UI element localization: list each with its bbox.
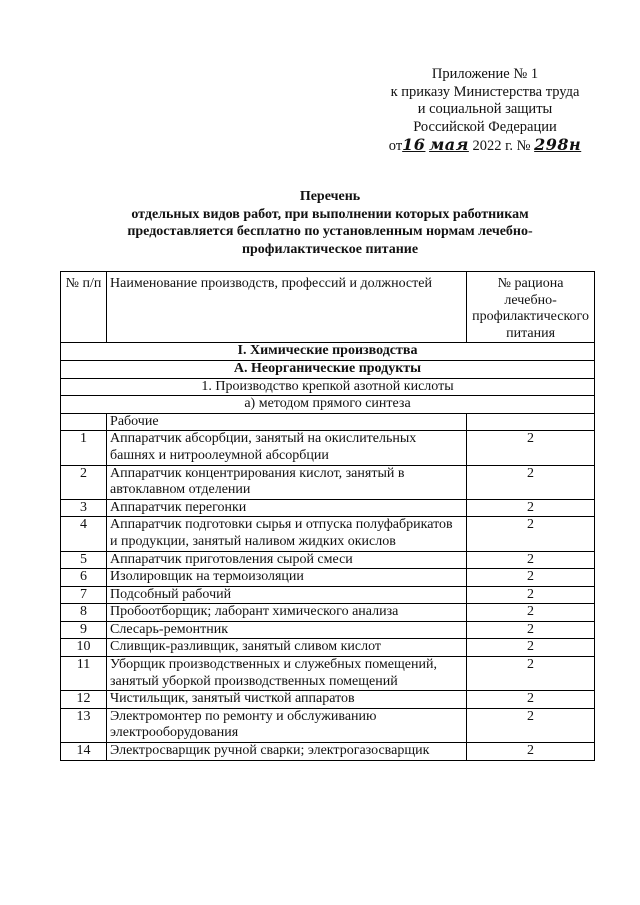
row-ration: 2 bbox=[467, 517, 595, 551]
workers-num-cell bbox=[61, 413, 107, 431]
row-ration: 2 bbox=[467, 657, 595, 691]
method-row bbox=[61, 396, 595, 414]
row-number: 14 bbox=[61, 743, 107, 761]
row-number: 2 bbox=[61, 465, 107, 499]
row-ration: 2 bbox=[467, 569, 595, 587]
row-number: 3 bbox=[61, 499, 107, 517]
table-row bbox=[61, 551, 595, 569]
handwritten-month: мая bbox=[429, 135, 469, 154]
row-number: 5 bbox=[61, 551, 107, 569]
title-line-3: предоставляется бесплатно по установленным нормам лечебно- bbox=[127, 224, 533, 239]
row-number: 8 bbox=[61, 604, 107, 622]
row-ration: 2 bbox=[467, 621, 595, 639]
table-row bbox=[61, 604, 595, 622]
table-row bbox=[61, 499, 595, 517]
row-profession: Аппаратчик перегонки bbox=[107, 499, 467, 517]
table-row bbox=[61, 621, 595, 639]
table-row bbox=[61, 431, 595, 465]
table-row bbox=[61, 743, 595, 761]
row-profession: Аппаратчик подготовки сырья и отпуска полуфабрикатов и продукции, занятый наливом жидких окислов bbox=[107, 517, 467, 551]
row-ration: 2 bbox=[467, 431, 595, 465]
table-row bbox=[61, 691, 595, 709]
table-row bbox=[61, 569, 595, 587]
appendix-block bbox=[370, 66, 600, 156]
header-name: Наименование производств, профессий и должностей bbox=[107, 272, 467, 343]
row-profession: Изолировщик на термоизоляции bbox=[107, 569, 467, 587]
row-profession: Пробоотборщик; лаборант химического анализа bbox=[107, 604, 467, 622]
handwritten-order-number: 298н bbox=[534, 135, 582, 154]
method-heading: а) методом прямого синтеза bbox=[61, 396, 595, 414]
production-row bbox=[61, 378, 595, 396]
row-number: 4 bbox=[61, 517, 107, 551]
title-line-1: Перечень bbox=[299, 189, 361, 204]
row-number: 13 bbox=[61, 708, 107, 742]
row-ration: 2 bbox=[467, 639, 595, 657]
row-number: 7 bbox=[61, 586, 107, 604]
row-number: 1 bbox=[61, 431, 107, 465]
table-row bbox=[61, 517, 595, 551]
table-row bbox=[61, 657, 595, 691]
handwritten-day: 16 bbox=[402, 135, 426, 154]
row-profession: Электромонтер по ремонту и обслуживанию электрооборудования bbox=[107, 708, 467, 742]
row-ration: 2 bbox=[467, 708, 595, 742]
row-profession: Уборщик производственных и служебных помещений, занятый уборкой производственных помещений bbox=[107, 657, 467, 691]
row-number: 6 bbox=[61, 569, 107, 587]
section-heading: I. Химические производства bbox=[61, 343, 595, 361]
row-profession: Аппаратчик абсорбции, занятый на окислительных башнях и нитроолеумной абсорбции bbox=[107, 431, 467, 465]
date-prefix: от bbox=[388, 138, 403, 154]
row-number: 10 bbox=[61, 639, 107, 657]
date-year: 2022 г. № bbox=[472, 138, 531, 154]
section-row bbox=[61, 343, 595, 361]
row-profession: Подсобный рабочий bbox=[107, 586, 467, 604]
row-profession: Сливщик-разливщик, занятый сливом кислот bbox=[107, 639, 467, 657]
title-line-4: профилактическое питание bbox=[241, 241, 419, 257]
appendix-line-4: Российской Федерации bbox=[413, 118, 557, 135]
row-ration: 2 bbox=[467, 465, 595, 499]
header-ration: № рациона лечебно-профилактического питания bbox=[467, 272, 595, 343]
appendix-line-3: и социальной защиты bbox=[417, 101, 553, 117]
work-list-table bbox=[60, 271, 595, 761]
appendix-line-2: к приказу Министерства труда bbox=[390, 83, 580, 100]
table-row bbox=[61, 586, 595, 604]
row-ration: 2 bbox=[467, 604, 595, 622]
production-heading: 1. Производство крепкой азотной кислоты bbox=[61, 378, 595, 396]
table-row bbox=[61, 708, 595, 742]
row-ration: 2 bbox=[467, 499, 595, 517]
row-number: 12 bbox=[61, 691, 107, 709]
subsection-row bbox=[61, 360, 595, 378]
table-row bbox=[61, 639, 595, 657]
row-ration: 2 bbox=[467, 551, 595, 569]
row-profession: Электросварщик ручной сварки; электрогазосварщик bbox=[107, 743, 467, 761]
header-num: № п/п bbox=[61, 272, 107, 343]
row-number: 9 bbox=[61, 621, 107, 639]
row-number: 11 bbox=[61, 657, 107, 691]
row-ration: 2 bbox=[467, 743, 595, 761]
table-header-row bbox=[61, 272, 595, 343]
table-row bbox=[61, 465, 595, 499]
row-ration: 2 bbox=[467, 586, 595, 604]
subsection-heading: А. Неорганические продукты bbox=[61, 360, 595, 378]
row-profession: Аппаратчик концентрирования кислот, занятый в автоклавном отделении bbox=[107, 465, 467, 499]
workers-label: Рабочие bbox=[107, 413, 467, 431]
appendix-line-1: Приложение № 1 bbox=[431, 66, 539, 82]
document-title bbox=[60, 188, 600, 258]
row-ration: 2 bbox=[467, 691, 595, 709]
row-profession: Аппаратчик приготовления сырой смеси bbox=[107, 551, 467, 569]
appendix-date-line bbox=[370, 136, 600, 156]
workers-row bbox=[61, 413, 595, 431]
row-profession: Слесарь-ремонтник bbox=[107, 621, 467, 639]
workers-ration-cell bbox=[467, 413, 595, 431]
row-profession: Чистильщик, занятый чисткой аппаратов bbox=[107, 691, 467, 709]
title-line-2: отдельных видов работ, при выполнении которых работникам bbox=[131, 206, 529, 222]
